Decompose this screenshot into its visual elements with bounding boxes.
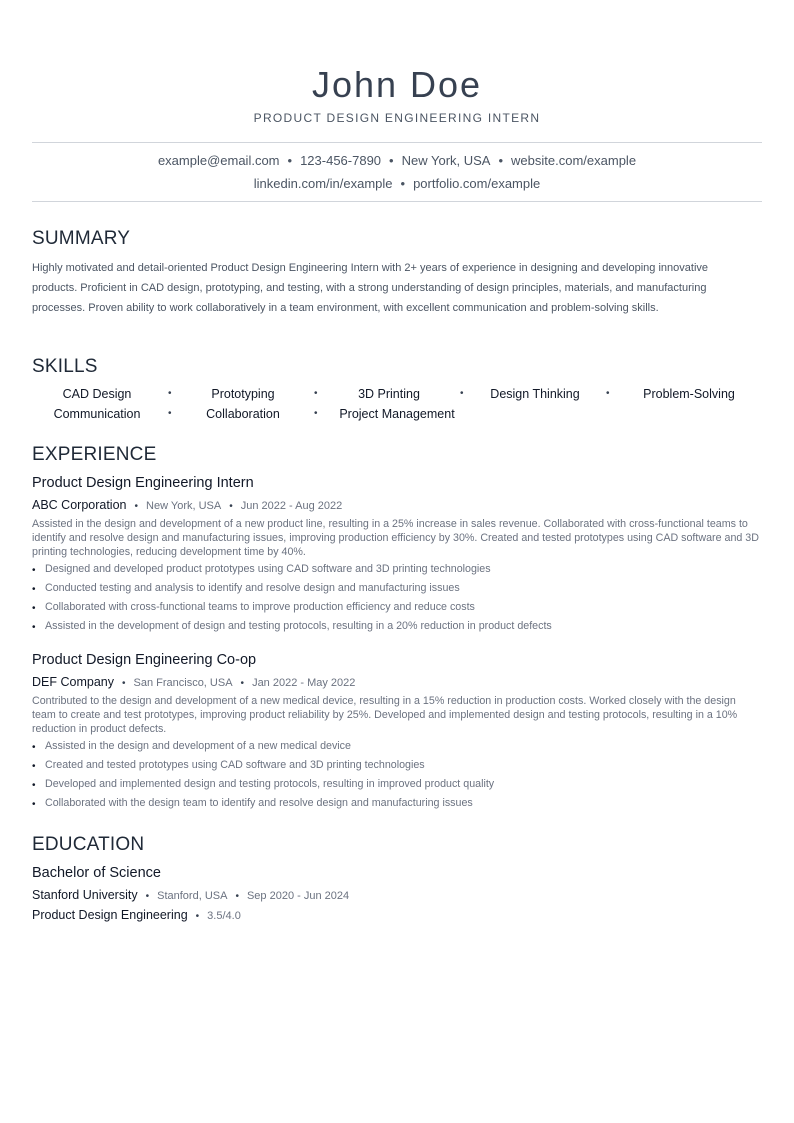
skill-item: CAD Design	[62, 387, 132, 401]
job-description: Assisted in the design and development of a new product line, resulting in a 25% increase in sales revenue. Collaborated with cross-functional teams to identify and resolve design and manufacturing issues, improving production efficiency by 30%. Created and tested prototypes using CAD software and 3D printing technologies, reducing development time by 40%.	[32, 518, 759, 558]
bullet-dot: •	[32, 584, 36, 595]
contact-portfolio[interactable]: portfolio.com/example	[413, 176, 541, 191]
skill-item: 3D Printing	[358, 387, 420, 401]
bullet-text: Conducted testing and analysis to identify and resolve design and manufacturing issues	[45, 582, 460, 594]
contact-phone[interactable]: 123-456-7890	[300, 153, 382, 168]
job-description: Contributed to the design and development of a new medical device, resulting in a 15% reduction in production costs. Worked closely with the design team to create and test prototypes, improving product reliability by 25%. Developed and implemented design and testing protocols, resulting in a 10% reduction in product defects.	[32, 695, 738, 735]
bullet-dot: •	[32, 603, 36, 614]
list-item	[32, 560, 762, 579]
job-title: Product Design Engineering Co-op	[32, 652, 257, 668]
separator-dot: •	[145, 891, 150, 902]
separator-dot: •	[168, 388, 172, 399]
bullet-text: Assisted in the design and development of a new medical device	[45, 740, 351, 752]
education-major-line	[32, 906, 241, 926]
job-bullet-list	[32, 560, 762, 636]
bullet-dot: •	[32, 761, 36, 772]
contact-email[interactable]: example@email.com	[157, 153, 280, 168]
summary-heading: SUMMARY	[32, 228, 131, 249]
major-name: Product Design Engineering	[32, 908, 188, 922]
bullet-text: Collaborated with the design team to identify and resolve design and manufacturing issues	[45, 797, 473, 809]
job-meta	[32, 673, 355, 693]
contact-line-2	[32, 175, 762, 193]
list-item	[32, 579, 762, 598]
job-dates: Jan 2022 - May 2022	[252, 677, 356, 689]
separator-dot: •	[498, 153, 504, 168]
list-item	[32, 737, 762, 756]
separator-dot: •	[134, 501, 139, 512]
separator-dot: •	[121, 678, 126, 689]
bullet-text: Created and tested prototypes using CAD software and 3D printing technologies	[45, 759, 425, 771]
list-item	[32, 598, 762, 617]
bullet-text: Assisted in the development of design and testing protocols, resulting in a 20% reduction in product defects	[45, 620, 552, 632]
job-location: San Francisco, USA	[133, 677, 233, 689]
separator-dot: •	[168, 408, 172, 419]
header-top-divider	[32, 142, 762, 143]
skills-row-2	[32, 404, 762, 424]
skills-row-1	[32, 384, 762, 404]
bullet-dot: •	[32, 799, 36, 810]
bullet-dot: •	[32, 565, 36, 576]
skill-item: Prototyping	[211, 387, 275, 401]
contact-line-1	[32, 152, 762, 170]
skill-item: Project Management	[339, 407, 455, 421]
separator-dot: •	[400, 176, 406, 191]
education-meta	[32, 886, 349, 906]
separator-dot: •	[606, 388, 610, 399]
job-location: New York, USA	[146, 500, 222, 512]
skill-item: Communication	[53, 407, 141, 421]
education-heading: EDUCATION	[32, 834, 145, 855]
separator-dot: •	[314, 388, 318, 399]
bullet-text: Developed and implemented design and testing protocols, resulting in improved product quality	[45, 778, 495, 790]
skills-heading: SKILLS	[32, 356, 98, 377]
header-bottom-divider	[32, 201, 762, 202]
candidate-name: John Doe	[311, 64, 483, 105]
list-item	[32, 756, 762, 775]
job-meta	[32, 496, 342, 516]
job-title: Product Design Engineering Intern	[32, 475, 254, 491]
job-dates: Jun 2022 - Aug 2022	[240, 500, 343, 512]
gpa-value: 3.5/4.0	[207, 910, 241, 922]
degree-title: Bachelor of Science	[32, 865, 161, 881]
bullet-text: Collaborated with cross-functional teams to improve production efficiency and reduce costs	[45, 601, 475, 613]
separator-dot: •	[229, 501, 233, 512]
list-item	[32, 617, 762, 636]
contact-website[interactable]: website.com/example	[511, 153, 637, 168]
separator-dot: •	[314, 408, 318, 419]
bullet-dot: •	[32, 780, 36, 791]
list-item	[32, 775, 762, 794]
separator-dot: •	[235, 891, 239, 902]
bullet-dot: •	[32, 742, 36, 753]
skill-item: Design Thinking	[490, 387, 580, 401]
skill-item: Problem-Solving	[643, 387, 735, 401]
separator-dot: •	[195, 911, 200, 922]
education-dates: Sep 2020 - Jun 2024	[246, 890, 350, 902]
separator-dot: •	[460, 388, 464, 399]
separator-dot: •	[389, 153, 394, 168]
list-item	[32, 794, 762, 813]
bullet-dot: •	[32, 622, 36, 633]
job-company: ABC Corporation	[32, 498, 127, 512]
summary-text: Highly motivated and detail-oriented Product Design Engineering Intern with 2+ years of experience in designing and developing innovative products. Proficient in CAD design, prototyping, and testing, with a strong understanding of design principles, materials, and manufacturing processes. Proven ability to work collaboratively in a team environment, with excellent communication and problem-solving skills.	[32, 262, 709, 314]
experience-heading: EXPERIENCE	[32, 444, 157, 465]
skill-item: Collaboration	[206, 407, 280, 421]
separator-dot: •	[287, 153, 293, 168]
bullet-text: Designed and developed product prototypes using CAD software and 3D printing technologies	[45, 563, 491, 575]
job-company: DEF Company	[32, 675, 114, 689]
school-name: Stanford University	[32, 888, 138, 902]
job-bullet-list	[32, 737, 762, 813]
contact-linkedin[interactable]: linkedin.com/in/example	[253, 176, 393, 191]
contact-location: New York, USA	[401, 153, 491, 168]
separator-dot: •	[240, 678, 245, 689]
candidate-role: PRODUCT DESIGN ENGINEERING INTERN	[253, 111, 541, 125]
school-location: Stanford, USA	[157, 890, 228, 902]
